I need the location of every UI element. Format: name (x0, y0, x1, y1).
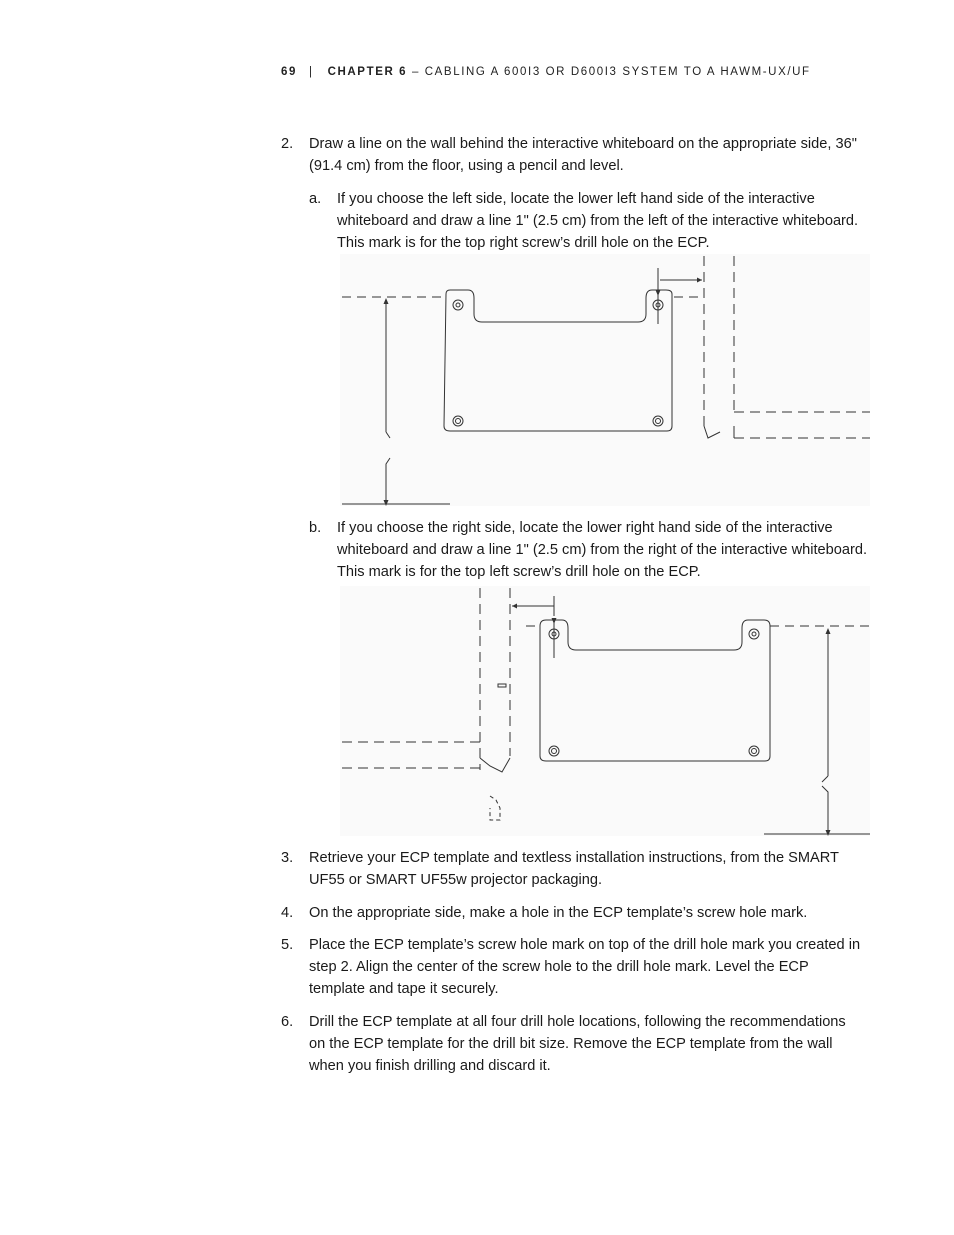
page-number: 69 (281, 66, 297, 78)
step-number: 2. (281, 136, 294, 152)
step-text: Drill the ECP template at all four drill hole locations, following the recommendations on the ECP template for the drill bit size. Remove the ECP template from the wall when you finish drilling and discard it. (309, 1014, 846, 1074)
diagram-right-side-mounting (340, 586, 870, 836)
diagram-left-side-mounting (340, 254, 870, 506)
ecp-plate-outline (444, 290, 672, 431)
height-dimension-line-bottom (822, 786, 828, 834)
pen-holder-outline (490, 796, 500, 820)
chapter-title: – CABLING A 600I3 OR D600I3 SYSTEM TO A HAWM-UX/UF (411, 66, 811, 78)
step-text: Retrieve your ECP template and textless installation instructions, from the SMART UF55 or SMART UF55w projector packaging. (309, 850, 839, 888)
step-number: 6. (281, 1014, 294, 1030)
bottom-screw-left (549, 746, 559, 756)
keyhole-screw-right (749, 629, 759, 639)
substep-text: If you choose the right side, locate the lower right hand side of the interactive whiteboard and draw a line 1" (2.5 cm) from the right of the interactive whiteboard. This mark is for the top left screw’s drill hole on the ECP. (337, 520, 868, 580)
bottom-screw-left (453, 416, 463, 426)
header-separator: | (309, 66, 314, 78)
bottom-screw-right (749, 746, 759, 756)
step-number: 5. (281, 937, 294, 953)
step-text: Draw a line on the wall behind the interactive whiteboard on the appropriate side, 36" (91.4 cm) from the floor, using a pencil and level. (309, 136, 857, 174)
pencil-mark (498, 684, 506, 687)
substep-text: If you choose the left side, locate the lower left hand side of the interactive whiteboard and draw a line 1" (2.5 cm) from the left of the interactive whiteboard. This mark is for the top right screw’s drill hole on the ECP. (337, 191, 859, 251)
step-text: On the appropriate side, make a hole in the ECP template’s screw hole mark. (309, 905, 808, 921)
running-header (281, 66, 811, 78)
chapter-label: CHAPTER 6 (327, 66, 408, 78)
ecp-left-diagram-svg (340, 254, 870, 506)
step-number: 4. (281, 905, 294, 921)
keyhole-screw-left (453, 300, 463, 310)
step-number: 3. (281, 850, 294, 866)
substep-letter: a. (309, 191, 322, 207)
step-text: Place the ECP template’s screw hole mark on top of the drill hole mark you created in step 2. Align the center of the screw hole to the drill hole mark. Level the ECP template and tape it securely. (309, 937, 861, 997)
height-dimension-line-bottom (386, 458, 390, 504)
ecp-right-diagram-svg (340, 586, 870, 836)
substep-letter: b. (309, 520, 322, 536)
ecp-plate-outline (540, 620, 770, 761)
bottom-screw-right (653, 416, 663, 426)
